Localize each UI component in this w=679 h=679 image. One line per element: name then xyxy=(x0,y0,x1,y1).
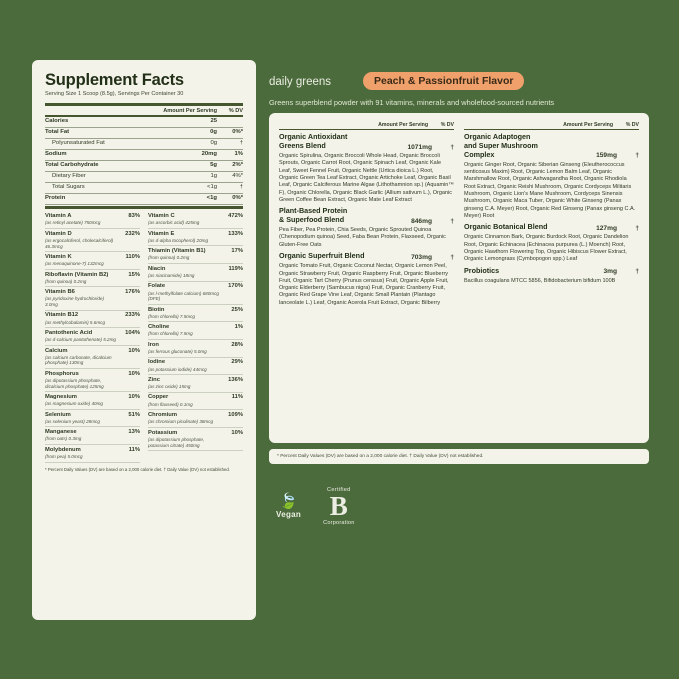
blend-amount: 846mg xyxy=(411,217,432,225)
bcorp-certified-label: Certified xyxy=(327,487,351,493)
vitamin-row xyxy=(45,270,140,288)
nutrition-rows xyxy=(45,117,243,205)
vitamin-row xyxy=(45,392,140,410)
vitamin-dv: 109% xyxy=(228,412,243,419)
vitamin-dv: 29% xyxy=(231,359,243,366)
nutrient-dv: † xyxy=(239,184,243,190)
vitamin-dv: 83% xyxy=(128,213,140,220)
blend-ingredients: Bacillus coagulans MTCC 5856, Bifidobacterium bifidum 100B xyxy=(464,277,616,284)
blend-amount: 127mg xyxy=(596,224,617,232)
nutrient-name: Protein xyxy=(45,194,66,201)
vitamin-dv: 17% xyxy=(231,248,243,255)
nutrient-dv: 0%* xyxy=(232,194,243,201)
blend-amount: 703mg xyxy=(411,253,432,261)
vitamin-name: Chromium (as chromium picolinate) 38mcg xyxy=(148,412,219,425)
nutrient-dv: 2%* xyxy=(232,162,243,169)
blend-block xyxy=(464,130,639,220)
vitamin-name: Vitamin A (as retinyl acetate) 750mcg xyxy=(45,213,116,226)
vitamin-row xyxy=(148,358,243,376)
blend-dv: † xyxy=(635,152,639,160)
flavor-badge: Peach & Passionfruit Flavor xyxy=(363,72,524,90)
vitamin-row xyxy=(45,369,140,392)
supplement-facts-panel xyxy=(32,60,256,620)
blend-title: Organic Adaptogen and Super Mushroom Complex xyxy=(464,132,538,159)
vitamin-name: Vitamin C (as ascorbic acid) 425mg xyxy=(148,213,219,226)
vitamin-name: Potassium (as dipotassium phosphate, potassium citrate) 450mg xyxy=(148,430,219,449)
blend-ingredients: Organic Ginger Root, Organic Siberian Ginseng (Eleutherococcus senticosus Maxim) Root, Organic Lemon Balm Leaf, Organic Marshmallow Root, Organic Ashwagandha Root, Organic Rhodiola Root Extract, Organic Reishi Mushroom, Organic Cordyceps Militaris Mushroom, Organic Lion's Mane Mushroom, Cordyceps Sinensis Mushroom, Organic Maca Tuber, Organic White Ginseng (Panax ginseng C.A. Meyer) Root, Organic Red Ginseng (Panax ginseng C.A. Meyer) Root xyxy=(464,161,636,219)
vitamin-name: Selenium (as selenium yeast) 28mcg xyxy=(45,412,116,425)
blend-ingredients: Organic Spirulina, Organic Broccoli Whole Head, Organic Broccoli Sprouts, Organic Carrot Root, Organic Spinach Leaf, Organic Kale Leaf, Sweet Fennel Fruit, Organic Nettle (Urtica dioica L.) Root, Organic Green Tea Leaf Extract, Organic Artichoke Leaf, Organic Basil Leaf, Organic Calciferous Marine Algae (Lithothamnion sp.) (Aquamin™ F), Organic Chlorella, Organic Black Garlic (Allium sativum L.), Organic Green Coffee Bean Extract, Organic Mate Leaf Extract xyxy=(279,153,454,204)
vegan-label: Vegan xyxy=(276,510,302,520)
vitamin-row xyxy=(45,229,140,252)
vitamin-grid xyxy=(45,211,243,462)
vitamin-name: Vitamin B12 (as methylcobalamin) 5.6mcg xyxy=(45,312,116,325)
vitamin-name: Phosphorus (as dipotassium phosphate, dicalcium phosphate) 125mg xyxy=(45,371,116,390)
vitamin-source: (as ascorbic acid) 425mg xyxy=(148,220,200,226)
vitamin-row xyxy=(45,311,140,329)
vitamin-dv: 51% xyxy=(128,411,140,418)
vitamin-row xyxy=(148,322,243,340)
vitamin-column-right xyxy=(148,211,243,462)
blend-block xyxy=(464,220,639,263)
blend-list-left xyxy=(279,130,454,307)
vitamin-name: Choline (from chlorella) 7.5mg xyxy=(148,324,219,337)
vitamin-dv: 472% xyxy=(228,213,243,220)
blend-column-headers xyxy=(279,122,454,129)
vitamin-source: (as pyridoxine hydrochloride) 3.0mg xyxy=(45,296,104,308)
vitamin-name: Vitamin B6 (as pyridoxine hydrochloride) 3.0mg xyxy=(45,289,116,308)
vitamin-name: Manganese (from oats) 0.3mg xyxy=(45,429,116,442)
vitamin-name: Vitamin E (as d-alpha tocopherol) 20mg xyxy=(148,231,219,244)
vitamin-source: (as chromium picolinate) 38mcg xyxy=(148,419,214,425)
vitamin-source: (as magnesium oxide) 40mg xyxy=(45,401,103,407)
vitamin-dv: 233% xyxy=(125,312,140,319)
vitamin-row xyxy=(148,264,243,282)
vitamin-name: Molybdenum (from pea) 5.0mcg xyxy=(45,447,116,460)
vitamin-source: (from pea) 5.0mcg xyxy=(45,454,83,460)
vitamin-name: Biotin (from chlorella) 7.5mcg xyxy=(148,307,219,320)
vitamin-dv: 28% xyxy=(231,341,243,348)
nutrient-name: Total Sugars xyxy=(52,184,85,190)
vitamin-dv: 170% xyxy=(228,283,243,290)
vitamin-source: (as niacinamide) 18mg xyxy=(148,273,195,279)
leaf-icon: 🍃 xyxy=(279,493,298,511)
vitamin-row xyxy=(45,445,140,463)
facts-column-headers xyxy=(45,106,243,115)
vitamin-source: (from chlorella) 7.5mg xyxy=(148,331,193,337)
vitamin-dv: 133% xyxy=(228,230,243,237)
vitamin-dv: 1% xyxy=(234,324,243,331)
nutrition-row xyxy=(45,161,243,171)
nutrient-name: Calories xyxy=(45,118,69,125)
vitamin-dv: 11% xyxy=(231,394,243,401)
nutrition-row xyxy=(45,139,243,149)
vitamin-name: Iodine (as potassium iodide) 44mcg xyxy=(148,359,219,372)
vitamin-row xyxy=(45,346,140,369)
nutrient-amount: <1g xyxy=(207,184,217,190)
blend-column-headers xyxy=(464,122,639,129)
vitamin-name: Magnesium (as magnesium oxide) 40mg xyxy=(45,394,116,407)
vitamin-source: (as dipotassium phosphate, dicalcium phosphate) 125mg xyxy=(45,378,104,389)
vitamin-dv: 25% xyxy=(231,306,243,313)
nutrient-amount: 0g xyxy=(210,140,217,147)
vitamin-source: (as calcium carbonate, dicalcium phosphate) 130mg xyxy=(45,354,112,366)
vitamin-dv: 10% xyxy=(231,429,243,436)
vitamin-row xyxy=(148,428,243,451)
amount-header: Amount Per Serving xyxy=(163,108,217,115)
vitamin-name: Copper (from flaxseed) 0.1mg xyxy=(148,394,219,407)
vitamin-name: Riboflavin (Vitamin B2) (from quinoa) 0.2mg xyxy=(45,272,116,285)
vitamin-name: Iron (as ferrous gluconate) 5.0mg xyxy=(148,342,219,355)
nutrition-row xyxy=(45,128,243,138)
blend-block xyxy=(279,204,454,249)
vitamin-source: (from chlorella) 7.5mcg xyxy=(148,313,195,319)
vitamin-row xyxy=(148,393,243,411)
blend-ingredients: Pea Fiber, Pea Protein, Chia Seeds, Organic Sprouted Quinoa (Chenopodium quinoa) Seed, Faba Bean Protein, Flaxseed, Organic Gluten-Free Oats xyxy=(279,227,446,248)
blend-title: Plant-Based Protein & Superfood Blend xyxy=(279,206,348,224)
vitamin-source: (as d-calcium pantothenate) 5.2mg xyxy=(45,337,116,343)
vitamin-dv: 10% xyxy=(128,370,140,377)
vitamin-dv: 13% xyxy=(128,429,140,436)
vitamin-source: (as dipotassium phosphate, potassium citrate) 450mg xyxy=(148,436,205,448)
blend-title: Organic Superfruit Blend xyxy=(279,251,365,261)
vitamin-row xyxy=(148,340,243,358)
blend-block xyxy=(279,130,454,204)
brand-name: daily greens xyxy=(269,76,332,88)
vitamin-source: (as potassium iodide) 44mcg xyxy=(148,366,207,372)
amount-header: Amount Per Serving xyxy=(378,122,428,128)
serving-size-text: Serving Size 1 Scoop (8.5g), Servings Per Container 30 xyxy=(45,91,184,98)
vitamin-row xyxy=(45,252,140,270)
vitamin-source: (as l-methylfolate calcium) 680mcg (DFE) xyxy=(148,290,219,302)
nutrition-row xyxy=(45,117,243,127)
vitamin-name: Thiamin (Vitamin B1) (from quinoa) 0.2mg xyxy=(148,248,219,261)
vitamin-row xyxy=(45,427,140,445)
amount-header: Amount Per Serving xyxy=(563,122,613,128)
nutrient-name: Polyunsaturated Fat xyxy=(52,140,105,147)
nutrient-dv: 4%* xyxy=(232,173,243,180)
blend-ingredients: Organic Cinnamon Bark, Organic Burdock Root, Organic Dandelion Root, Organic Echinacea (Echinacea purpurea (L.) Moench) Root, Organic Hawthorn Flowering Top, Organic Hibiscus Flower Extract, Organic Lemongrass (Cymbopogon spp.) Leaf xyxy=(464,234,629,263)
nutrient-dv: 1% xyxy=(234,151,243,158)
vitamin-source: (as zinc oxide) 15mg xyxy=(148,384,191,390)
nutrient-name: Total Carbohydrate xyxy=(45,162,99,169)
nutrient-amount: <1g xyxy=(206,194,217,201)
vitamin-dv: 119% xyxy=(228,265,243,272)
nutrient-name: Dietary Fiber xyxy=(52,173,86,180)
bcorp-corporation-label: Corporation xyxy=(323,520,355,527)
vitamin-dv: 11% xyxy=(128,446,140,453)
blend-title: Probiotics xyxy=(464,265,500,275)
nutrition-row xyxy=(45,193,243,203)
blend-dv: † xyxy=(635,224,639,232)
blend-list-right xyxy=(464,130,639,285)
blend-dv: † xyxy=(450,143,454,151)
vitamin-dv: 232% xyxy=(125,230,140,237)
vitamin-dv: 104% xyxy=(125,329,140,336)
bcorp-badge xyxy=(323,487,354,526)
divider xyxy=(45,204,243,205)
blend-dv: † xyxy=(450,217,454,225)
vitamin-source: (from quinoa) 0.2mg xyxy=(148,255,190,261)
blend-title: Organic Antioxidant Greens Blend xyxy=(279,132,348,151)
vitamin-row xyxy=(148,246,243,264)
vitamin-source: (as selenium yeast) 28mcg xyxy=(45,418,100,424)
vitamin-column-left xyxy=(45,211,140,462)
nutrient-amount: 25 xyxy=(210,118,217,125)
divider xyxy=(45,206,243,209)
nutrient-amount: 5g xyxy=(210,162,217,169)
vitamin-dv: 136% xyxy=(228,376,243,383)
vitamin-row xyxy=(148,229,243,247)
vitamin-name: Niacin (as niacinamide) 18mg xyxy=(148,266,219,279)
nutrient-name: Sodium xyxy=(45,151,67,158)
vitamin-name: Folate (as l-methylfolate calcium) 680mcg (DFE) xyxy=(148,283,219,302)
vitamin-row xyxy=(148,211,243,229)
vitamin-name: Vitamin K (as menaquinone-7) 132mcg xyxy=(45,254,116,267)
vitamin-row xyxy=(45,211,140,229)
vitamin-dv: 10% xyxy=(128,347,140,354)
vitamin-row xyxy=(45,287,140,310)
vitamin-source: (as d-alpha tocopherol) 20mg xyxy=(148,237,209,243)
vitamin-name: Calcium (as calcium carbonate, dicalcium phosphate) 130mg xyxy=(45,348,116,367)
vitamin-source: (as methylcobalamin) 5.6mcg xyxy=(45,319,105,325)
blend-amount: 1071mg xyxy=(407,143,432,151)
blend-dv: † xyxy=(635,268,639,276)
nutrient-name: Total Fat xyxy=(45,129,70,136)
blend-block xyxy=(464,264,639,285)
vitamin-dv: 110% xyxy=(125,253,140,260)
vitamin-row xyxy=(148,375,243,393)
vitamin-name: Pantothenic Acid (as d-calcium pantothenate) 5.2mg xyxy=(45,329,116,343)
vitamin-source: (as menaquinone-7) 132mcg xyxy=(45,261,104,267)
vitamin-dv: 15% xyxy=(128,271,140,278)
b-corp-icon: B xyxy=(329,491,348,522)
vitamin-row xyxy=(148,410,243,428)
blend-dv: † xyxy=(450,253,454,261)
dv-header: % DV xyxy=(625,122,639,128)
vitamin-source: (from quinoa) 0.2mg xyxy=(45,278,87,284)
vitamin-row xyxy=(45,410,140,428)
dv-header: % DV xyxy=(440,122,454,128)
blend-panel xyxy=(269,113,649,443)
nutrient-dv: 0%* xyxy=(232,129,243,136)
vitamin-dv: 10% xyxy=(128,394,140,401)
vitamin-source: (from flaxseed) 0.1mg xyxy=(148,401,193,407)
nutrient-amount: 0g xyxy=(210,129,217,136)
nutrient-dv: † xyxy=(239,140,243,147)
certification-badges xyxy=(276,487,355,526)
vitamin-source: (as retinyl acetate) 750mcg xyxy=(45,220,101,226)
vitamin-row xyxy=(45,328,140,346)
facts-footnote: * Percent Daily Values (DV) are based on a 2,000 calorie diet. † Daily Value (DV) not established. xyxy=(45,466,230,472)
vitamin-row xyxy=(148,282,243,305)
blend-title: Organic Botanical Blend xyxy=(464,222,548,232)
nutrient-amount: 1g xyxy=(210,173,217,180)
dv-header: % DV xyxy=(228,108,243,115)
vegan-badge xyxy=(276,494,301,519)
vitamin-source: (as ergocalciferol, cholecalciferol) 46.3mcg xyxy=(45,237,114,249)
blend-amount: 159mg xyxy=(596,152,617,160)
page-title: Supplement Facts xyxy=(45,71,184,89)
vitamin-row xyxy=(148,305,243,323)
nutrition-row xyxy=(45,171,243,181)
vitamin-source: (as ferrous gluconate) 5.0mg xyxy=(148,349,207,355)
blend-block xyxy=(279,249,454,307)
vitamin-name: Vitamin D (as ergocalciferol, cholecalciferol) 46.3mcg xyxy=(45,231,116,250)
nutrition-row xyxy=(45,182,243,192)
nutrient-amount: 20mg xyxy=(201,151,217,158)
blend-amount: 3mg xyxy=(603,268,617,276)
blend-column-left xyxy=(279,122,454,434)
blend-footnote: * Percent Daily Values (DV) are based on a 2,000 calorie diet. † Daily Value (DV) not established. xyxy=(269,449,649,464)
nutrition-row xyxy=(45,150,243,160)
blend-column-right xyxy=(464,122,639,434)
blend-ingredients: Organic Tomato Fruit, Organic Coconut Nectar, Organic Lemon Peel, Organic Strawberry Fruit, Organic Raspberry Fruit, Organic Blueberry Fruit, Organic Tart Cherry (Prunus cerasus) Fruit, Organic Apple Fruit, Organic Elderberry (Sambucus nigra) Fruit, Organic Cranberry Fruit, Organic Red Grape Vine Leaf, Organic Small Plantain (Plantago lanceolate L.) Leaf, Organic Acerola Fruit Extract, Organic Bilberry xyxy=(279,263,449,306)
vitamin-dv: 176% xyxy=(125,289,140,296)
product-tagline: Greens superblend powder with 91 vitamins, minerals and wholefood-sourced nutrients xyxy=(269,98,555,107)
vitamin-source: (from oats) 0.3mg xyxy=(45,436,82,442)
vitamin-name: Zinc (as zinc oxide) 15mg xyxy=(148,377,219,390)
